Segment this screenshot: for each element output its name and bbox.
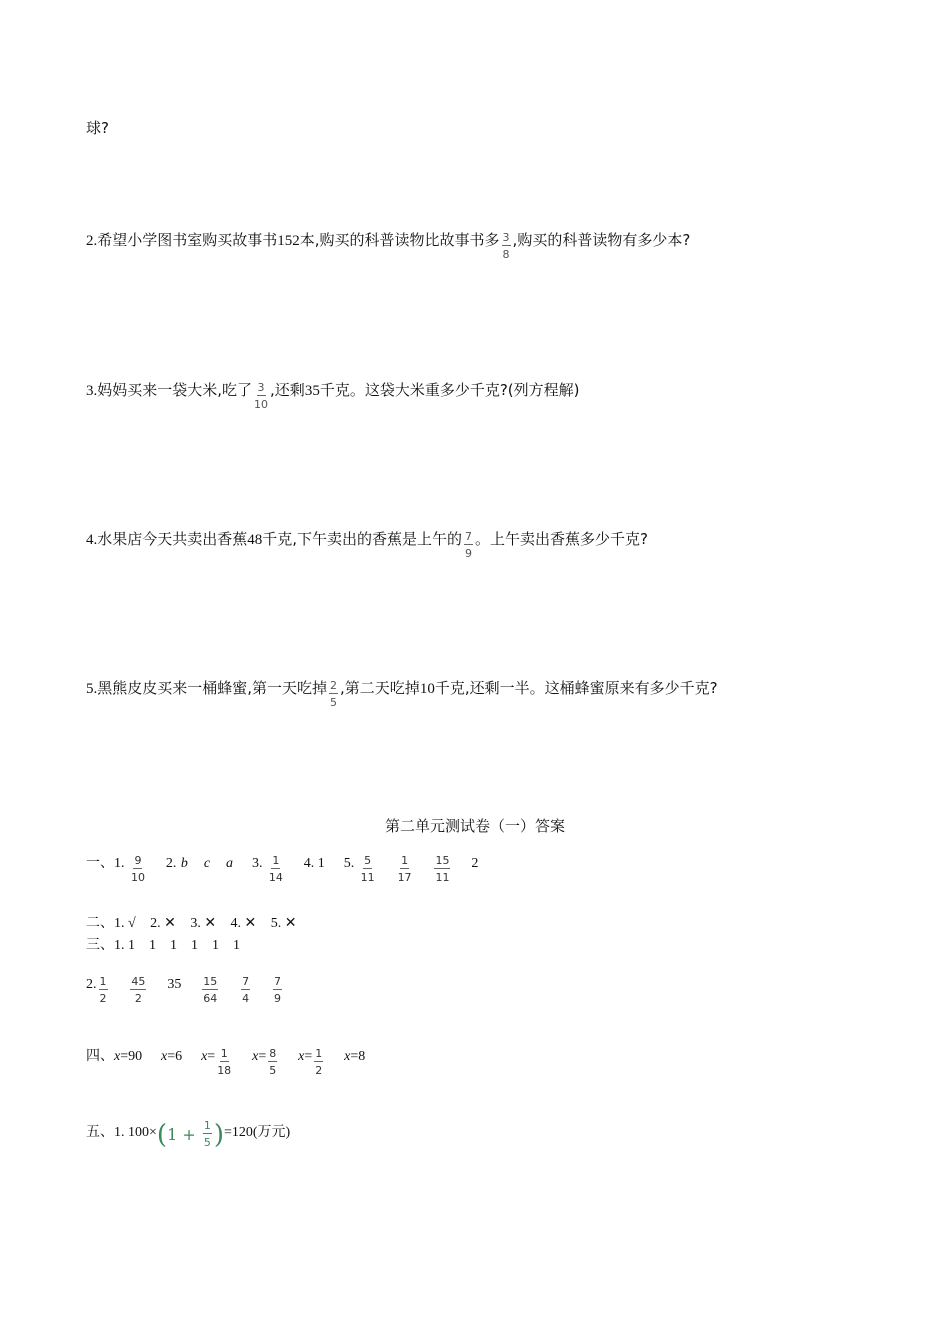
answer-value: 1. 1 1 1 1 1 1 <box>114 938 240 953</box>
answer-item: 2. ✕ <box>150 916 176 931</box>
answer-value: a <box>226 856 234 871</box>
answer-item: 3. ✕ <box>190 916 217 931</box>
problem-text: 本,购买的科普读物比故事书多 <box>299 231 500 249</box>
variable: x <box>161 1049 168 1064</box>
continuation-text: 球? <box>86 119 109 137</box>
fraction: $\frac{1}{5}$ <box>203 1119 211 1149</box>
problem-4 <box>86 529 648 560</box>
problem-text: ,还剩 <box>270 381 305 399</box>
problem-text: 黑熊皮皮买来一桶蜂蜜,第一天吃掉 <box>97 679 328 697</box>
equals: = <box>207 1049 216 1064</box>
answer-title: 第二单元测试卷（一）答案 <box>384 817 565 835</box>
fraction: $\frac{2}{5}$ <box>330 679 338 709</box>
problem-number: 2. <box>86 233 98 249</box>
problem-number-value: 152 <box>277 233 300 249</box>
question-number: 5. <box>343 856 355 871</box>
answer-value: b <box>180 856 188 871</box>
answer-part-4 <box>86 1046 365 1077</box>
question-number: 2. <box>165 856 177 871</box>
fraction: $\frac{3}{8}$ <box>502 231 510 261</box>
fraction: $\frac{7}{9}$ <box>274 975 282 1005</box>
variable: x <box>201 1049 208 1064</box>
problem-text: 希望小学图书室购买故事书 <box>97 231 278 249</box>
answer-part-5 <box>86 1119 291 1150</box>
fraction: $\frac{5}{11}$ <box>360 854 375 884</box>
expression-result: =120(万元) <box>224 1125 291 1140</box>
problem-number: 5. <box>86 681 98 697</box>
variable: x <box>252 1049 259 1064</box>
problem-text: ,第二天吃掉 <box>340 679 420 697</box>
plus-sign: + <box>182 1124 196 1144</box>
problem-number: 3. <box>86 383 98 399</box>
fraction: $\frac{3}{10}$ <box>254 381 269 411</box>
problem-text: 。上午卖出香蕉多少千克? <box>475 530 649 548</box>
answer-part-1 <box>86 853 478 884</box>
fraction: $\frac{1}{2}$ <box>315 1047 323 1077</box>
right-paren-icon: ) <box>213 1119 224 1150</box>
section-label: 二、 <box>86 915 114 931</box>
section-label: 四、 <box>86 1048 114 1064</box>
expression-one: 1 <box>167 1124 178 1144</box>
problem-text: 千克。这袋大米重多少千克?(列方程解) <box>319 381 580 399</box>
answer-item: 4. ✕ <box>230 916 257 931</box>
answer-item: 5. ✕ <box>270 916 297 931</box>
problem-5 <box>86 678 718 709</box>
fraction: $\frac{7}{9}$ <box>465 530 473 560</box>
variable: x <box>114 1049 121 1064</box>
variable: x <box>298 1049 305 1064</box>
problem-text: 千克,还剩一半。这桶蜂蜜原来有多少千克? <box>434 679 718 697</box>
fraction: $\frac{1}{17}$ <box>397 854 412 884</box>
parenthesized-expression <box>157 1120 224 1149</box>
equals: = <box>304 1049 313 1064</box>
fraction: $\frac{7}{4}$ <box>242 975 250 1005</box>
answer-part-2 <box>86 913 296 934</box>
variable: x <box>344 1049 351 1064</box>
answer-value: 35 <box>167 977 182 992</box>
fraction: $\frac{45}{2}$ <box>131 975 146 1005</box>
answer-value: c <box>203 856 211 871</box>
fraction: $\frac{9}{10}$ <box>130 854 145 884</box>
section-label: 一、 <box>86 855 114 871</box>
answer-part-3-q2 <box>86 974 284 1005</box>
expression-prefix: 1. 100× <box>114 1125 157 1140</box>
fraction: $\frac{8}{5}$ <box>269 1047 277 1077</box>
question-number: 3. <box>251 856 263 871</box>
question-number: 2. <box>86 977 97 992</box>
section-label: 三、 <box>86 937 114 953</box>
fraction: $\frac{1}{14}$ <box>268 854 283 884</box>
problem-3 <box>86 380 579 411</box>
answer-part-3 <box>86 935 240 956</box>
problem-number-value: 10 <box>419 681 435 697</box>
answer-value: 2 <box>471 856 479 871</box>
problem-2 <box>86 230 690 261</box>
fraction: $\frac{1}{18}$ <box>217 1047 232 1077</box>
section-label: 五、 <box>86 1124 114 1140</box>
problem-text: 千克,下午卖出的香蕉是上午的 <box>262 530 463 548</box>
question-number: 1. <box>114 856 125 871</box>
answer-item: 1. √ <box>114 916 136 931</box>
fraction: $\frac{15}{64}$ <box>203 975 218 1005</box>
problem-number: 4. <box>86 532 98 548</box>
answer-value: =8 <box>350 1049 366 1064</box>
fraction: $\frac{1}{2}$ <box>99 975 107 1005</box>
problem-number-value: 48 <box>247 532 263 548</box>
answer-value: =6 <box>167 1049 183 1064</box>
equals: = <box>258 1049 267 1064</box>
answer-value: 4. 1 <box>303 856 325 871</box>
problem-number-value: 35 <box>304 383 320 399</box>
problem-text: ,购买的科普读物有多少本? <box>512 231 691 249</box>
left-paren-icon: ( <box>156 1119 168 1150</box>
fraction: $\frac{15}{11}$ <box>435 854 450 884</box>
answer-value: =90 <box>120 1049 143 1064</box>
problem-text: 水果店今天共卖出香蕉 <box>97 530 248 548</box>
problem-text: 妈妈买来一袋大米,吃了 <box>97 381 253 399</box>
